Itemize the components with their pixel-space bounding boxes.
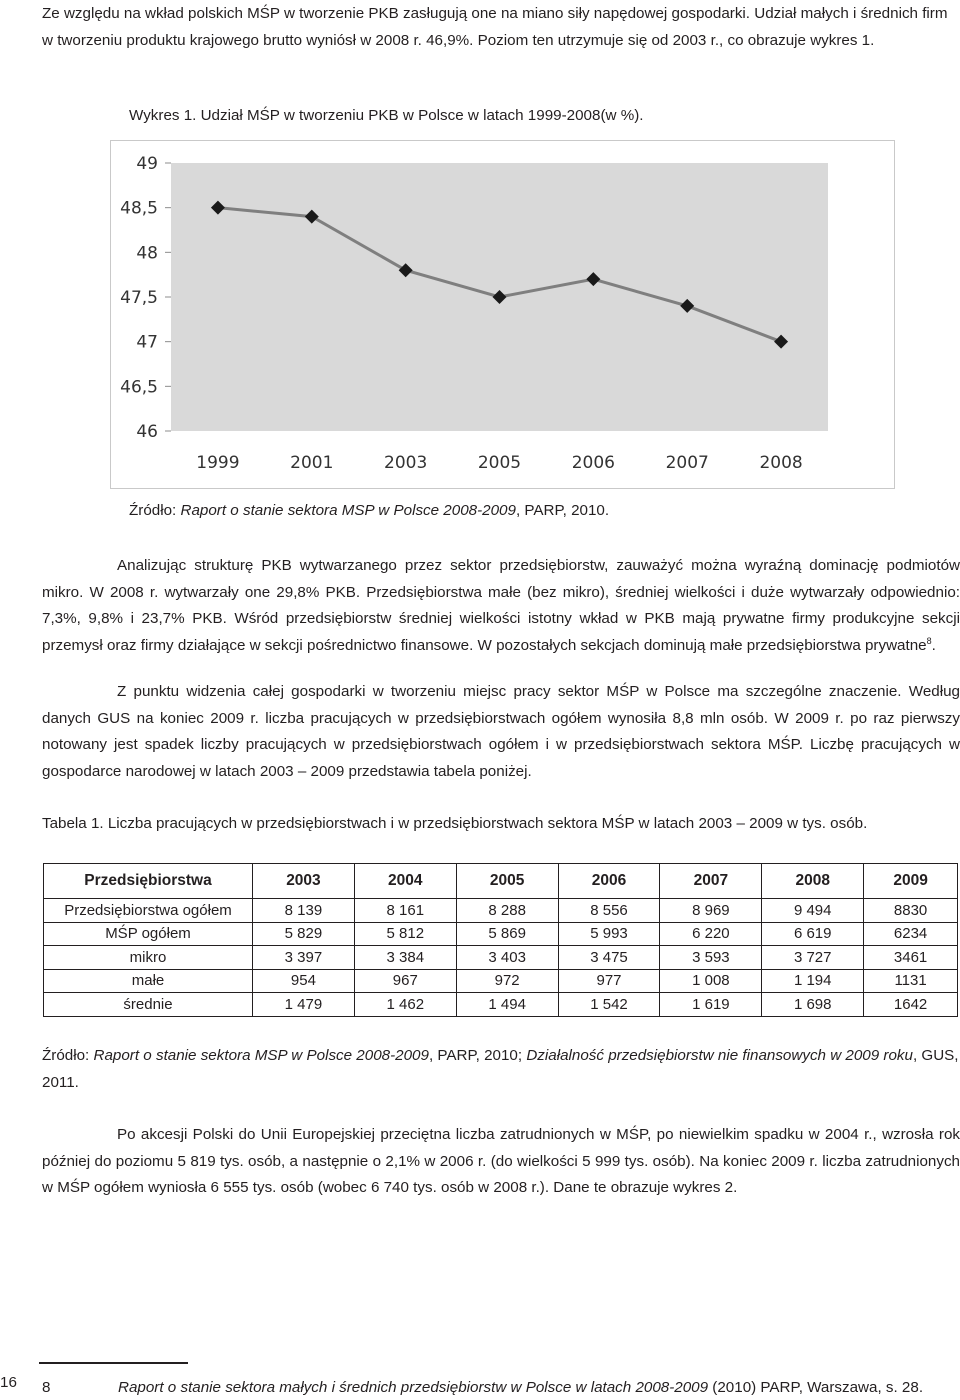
table-cell: 3 384 — [354, 946, 456, 970]
x-tick-label: 2001 — [290, 453, 334, 473]
table-cell: 5 812 — [354, 922, 456, 946]
table-cell: 1 698 — [762, 993, 864, 1017]
header-cell: 2003 — [253, 864, 355, 899]
chart-canvas — [111, 141, 894, 488]
intro-paragraph: Ze względu na wkład polskich MŚP w tworzenie PKB zasługują one na miano siły napędowej gospodarki. Udział małych i średnich firm w tworzeniu produktu krajowego brutto wyniósł w 2008 r. 46,9%. Poziom ten utrzymuje się od 2003 r., co obrazuje wykres 1. — [42, 5, 948, 49]
footnote-reference: 8 — [926, 635, 932, 646]
table-cell: 5 829 — [253, 922, 355, 946]
table-caption: Tabela 1. Liczba pracujących w przedsiębiorstwach i w przedsiębiorstwach sektora MŚP w latach 2003 – 2009 w tys. osób. — [42, 815, 868, 832]
table-cell: 3 593 — [660, 946, 762, 970]
figure-source-label: Źródło: — [129, 502, 181, 519]
table-row — [44, 969, 958, 993]
table-cell: 6234 — [864, 922, 958, 946]
employment-table — [43, 863, 958, 1017]
x-tick-label: 2003 — [384, 453, 428, 473]
table-cell: 3461 — [864, 946, 958, 970]
header-cell: 2006 — [558, 864, 660, 899]
closing-paragraph: Po akcesji Polski do Unii Europejskiej przeciętna liczba zatrudnionych w MŚP, po niewielkim spadku w 2004 r., wzrosła rok później do poziomu 5 819 tys. osób, a następnie o 2,1% w 2006 r. (do wielkości 5 999 tys. osób). Na koniec 2009 r. liczba zatrudnionych w MŚP ogółem wyniosła 6 555 tys. osób (wobec 6 740 tys. osób w 2008 r.). Dane te obrazuje wykres 2. — [42, 1126, 960, 1196]
footnote-text — [118, 1379, 923, 1396]
page-number: 16 — [0, 1374, 17, 1391]
table-cell: 8830 — [864, 899, 958, 923]
table-cell: 8 556 — [558, 899, 660, 923]
table-cell: 1 194 — [762, 969, 864, 993]
y-tick-label: 46,5 — [120, 377, 158, 398]
table-cell: 5 869 — [456, 922, 558, 946]
y-tick-label: 49 — [136, 154, 158, 174]
table-cell: 8 139 — [253, 899, 355, 923]
table-cell: 3 397 — [253, 946, 355, 970]
table-row — [44, 993, 958, 1017]
table-cell: 6 619 — [762, 922, 864, 946]
table-cell: 8 969 — [660, 899, 762, 923]
header-cell: 2004 — [354, 864, 456, 899]
table-cell: 1 494 — [456, 993, 558, 1017]
table-cell: 1 619 — [660, 993, 762, 1017]
body-paragraph-1 — [42, 553, 960, 659]
y-tick-label: 47,5 — [120, 288, 158, 308]
table-cell: 6 220 — [660, 922, 762, 946]
table-row — [44, 922, 958, 946]
row-label-cell: MŚP ogółem — [44, 922, 253, 946]
table-cell: 972 — [456, 969, 558, 993]
footnote-rest: (2010) PARP, Warszawa, s. 28. — [708, 1379, 924, 1396]
header-cell: 2008 — [762, 864, 864, 899]
line-chart — [110, 140, 895, 489]
table-source-title-1: Raport o stanie sektora MSP w Polsce 2008-2009 — [93, 1047, 429, 1064]
y-tick-label: 48,5 — [120, 198, 158, 219]
x-tick-label: 2007 — [665, 453, 709, 473]
x-tick-label: 1999 — [196, 453, 240, 473]
table-source-mid: , PARP, 2010; — [428, 1047, 527, 1064]
table-cell: 3 475 — [558, 946, 660, 970]
table-cell: 1 008 — [660, 969, 762, 993]
y-tick-label: 47 — [136, 332, 158, 353]
row-label-cell: średnie — [44, 993, 253, 1017]
table-cell: 967 — [354, 969, 456, 993]
table-cell: 3 727 — [762, 946, 864, 970]
header-cell: 2007 — [660, 864, 762, 899]
table-cell: 954 — [253, 969, 355, 993]
y-tick-label: 48 — [136, 243, 158, 264]
table-source-end: , GUS, 2011. — [42, 1047, 959, 1091]
footnote-divider — [39, 1362, 188, 1364]
table-cell: 8 288 — [456, 899, 558, 923]
header-cell: 2009 — [864, 864, 958, 899]
table-header-row — [44, 864, 958, 899]
figure-source-rest: , PARP, 2010. — [515, 502, 610, 519]
row-label-cell: Przedsiębiorstwa ogółem — [44, 899, 253, 923]
table-cell: 1 462 — [354, 993, 456, 1017]
header-cell: 2005 — [456, 864, 558, 899]
table-row — [44, 899, 958, 923]
body-paragraph-1-text: Analizując strukturę PKB wytwarzanego przez sektor przedsiębiorstw, zauważyć można wyraźną dominację podmiotów mikro. W 2008 r. wytwarzały one 29,8% PKB. Przedsiębiorstwa małe (bez mikro), średniej wielkości i duże wytwarzały odpowiednio: 7,3%, 9,8% i 23,7% PKB. Wśród przedsiębiorstw średniej wielkości istotny wkład w PKB mają prywatne firmy produkcyjne sekcji przemysł oraz firmy działające w sekcji pośrednictwo finansowe. W pozostałych sekcjach dominują małe przedsiębiorstwa prywatne — [42, 557, 960, 654]
table-cell: 8 161 — [354, 899, 456, 923]
x-tick-label: 2006 — [571, 453, 615, 473]
figure-caption: Wykres 1. Udział MŚP w tworzeniu PKB w Polsce w latach 1999-2008(w %). — [129, 107, 644, 124]
footnote-title: Raport o stanie sektora małych i średnich przedsiębiorstw w Polsce w latach 2008-2009 — [118, 1379, 709, 1396]
footnote-number: 8 — [42, 1379, 51, 1396]
table-source — [42, 1043, 960, 1096]
table-cell: 9 494 — [762, 899, 864, 923]
table-source-label: Źródło: — [42, 1047, 94, 1064]
table-cell: 5 993 — [558, 922, 660, 946]
figure-source — [129, 500, 609, 522]
table-cell: 3 403 — [456, 946, 558, 970]
table-cell: 1 479 — [253, 993, 355, 1017]
figure-source-title: Raport o stanie sektora MSP w Polsce 2008-2009 — [180, 502, 516, 519]
table-row — [44, 946, 958, 970]
table-cell: 1131 — [864, 969, 958, 993]
x-tick-label: 2008 — [759, 453, 803, 473]
body-paragraph-1-end: . — [931, 636, 936, 654]
body-paragraph-2: Z punktu widzenia całej gospodarki w tworzeniu miejsc pracy sektor MŚP w Polsce ma szczególne znaczenie. Według danych GUS na koniec 2009 r. liczba pracujących w przedsiębiorstwach ogółem wynosiła 8,8 mln osób. W 2009 r. po raz pierwszy notowany jest spadek liczby pracujących w przedsiębiorstwach ogółem i w przedsiębiorstwach sektora MŚP. Liczbę pracujących w gospodarce narodowej w latach 2003 – 2009 przedstawia tabela poniżej. — [42, 683, 960, 780]
table-cell: 977 — [558, 969, 660, 993]
row-label-cell: mikro — [44, 946, 253, 970]
row-label-cell: małe — [44, 969, 253, 993]
table-source-title-2: Działalność przedsiębiorstw nie finansowych w 2009 roku — [526, 1047, 913, 1064]
table-cell: 1 542 — [558, 993, 660, 1017]
header-cell: Przedsiębiorstwa — [44, 864, 253, 899]
table-cell: 1642 — [864, 993, 958, 1017]
x-tick-label: 2005 — [477, 453, 522, 473]
y-tick-label: 46 — [136, 422, 158, 442]
